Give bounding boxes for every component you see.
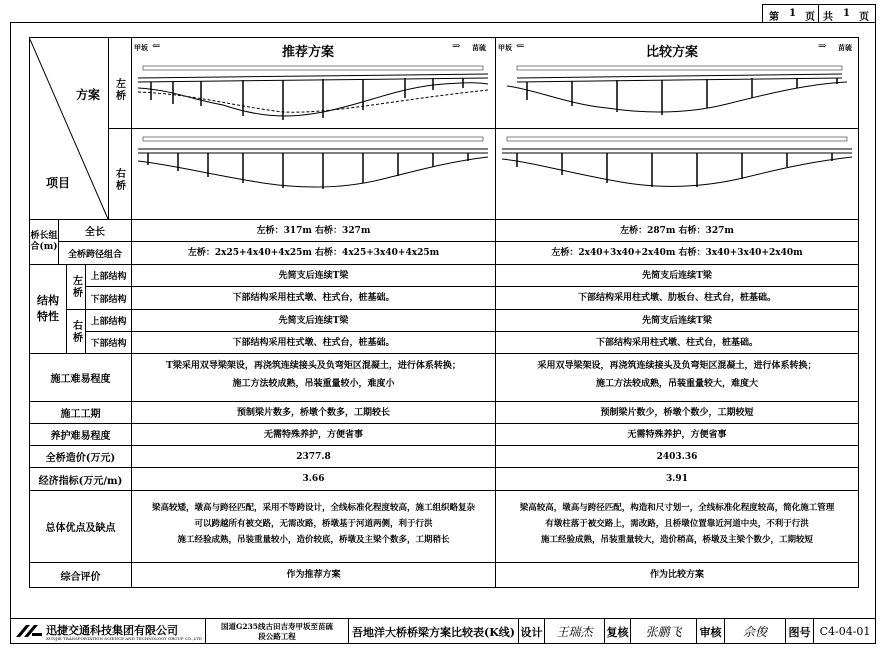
company-name: 迅捷交通科技集团有限公司 xyxy=(46,624,178,637)
rec-period: 预制梁片数多，桥墩个数多，工期较长 xyxy=(236,407,390,418)
rec-difficulty-1: T梁采用双导梁架设，再浇筑连续接头及负弯矩区混凝土，进行体系转换； xyxy=(166,361,461,371)
rec-left-bridge-elevation xyxy=(133,60,493,126)
rec-right-upper: 先简支后连续T梁 xyxy=(278,315,349,326)
row-index: 经济指标(万元/m) xyxy=(38,475,123,487)
row-left-upper: 上部结构 xyxy=(90,272,127,282)
page-number-box xyxy=(762,4,876,22)
row-group-struct: 结构特性 xyxy=(37,294,59,323)
rec-left-lower: 下部结构采用柱式墩、柱式台，桩基础。 xyxy=(232,293,395,303)
right-arrow-icon: ⇒ xyxy=(452,41,461,52)
row-group-length: 桥长组合(m) xyxy=(30,231,58,252)
corner-diagonal xyxy=(29,37,109,219)
drawing-number: C4-04-01 xyxy=(819,625,871,638)
rec-index: 3.66 xyxy=(302,474,325,484)
rec-right-bridge-elevation xyxy=(133,131,493,197)
rec-pros-3: 施工经验成熟，吊装重量较小，造价较底，桥墩及主梁个数多，工期稍长 xyxy=(177,535,450,545)
row-period: 施工工期 xyxy=(60,409,101,420)
cmp-pros-1: 梁高较高，墩高与跨径匹配，构造和尺寸划一，全线标准化程度较高，简化施工管理 xyxy=(519,503,835,513)
drawing-title: 吾地洋大桥桥梁方案比较表(K线) xyxy=(352,625,515,639)
cmp-right-bridge-elevation xyxy=(497,131,857,197)
page-current: 1 xyxy=(789,8,796,19)
row-total-length: 全长 xyxy=(85,227,105,238)
review-signature: 张鹏飞 xyxy=(645,625,682,639)
cmp-to-label: 苗硫 xyxy=(838,43,852,52)
cmp-right-upper: 先简支后连续T梁 xyxy=(642,315,712,326)
row-maintenance: 养护难易程度 xyxy=(50,431,111,442)
design-signature: 王瑞杰 xyxy=(556,625,593,639)
cmp-left-lower: 下部结构采用柱式墩、肋板台、柱式台，桩基础。 xyxy=(577,293,776,303)
page-label-di: 第 xyxy=(769,12,779,23)
left-arrow-icon: ⇐ xyxy=(152,41,161,52)
rec-cost: 2377.8 xyxy=(296,451,331,462)
company-block xyxy=(14,621,204,643)
rec-from-label: 甲坂 xyxy=(134,43,148,52)
company-name-en: XUNJIE TRANSPORTATION SCIENCE AND TECHNOLOGY GROUP CO.,LTD xyxy=(46,636,202,641)
row-left-bridge: 左桥 xyxy=(70,275,82,299)
rec-difficulty-2: 施工方法较成熟，吊装重量较小，难度小 xyxy=(232,379,395,389)
page-label-ye: 页 xyxy=(805,12,815,23)
cmp-difficulty-1: 采用双导梁架设，再浇筑连续接头及负弯矩区混凝土，进行体系转换； xyxy=(537,361,817,371)
rec-to-label: 苗硫 xyxy=(472,43,486,52)
cmp-right-lower: 下部结构采用柱式墩、柱式台，桩基础。 xyxy=(595,337,758,348)
approve-label: 审核 xyxy=(699,625,722,639)
cmp-total-length: 左桥：287m 右桥：327m xyxy=(620,225,734,236)
cmp-evaluation: 作为比较方案 xyxy=(649,570,704,580)
rec-pros-1: 梁高较矮，墩高与跨径匹配，采用不等跨设计，全线标准化程度较高，施工组织略复杂 xyxy=(151,503,475,513)
recommended-title-bar xyxy=(132,38,494,58)
row-pros-cons: 总体优点及缺点 xyxy=(45,523,116,534)
right-arrow-icon: ⇒ xyxy=(818,41,827,52)
project-name: 国道G235线古田吉寿甲坂至苗硫段公路工程 xyxy=(220,621,334,641)
rec-pros-2: 可以跨越所有被交路，无需改路，桥墩基于河道两侧，利于行洪 xyxy=(194,519,433,529)
row-evaluation: 综合评价 xyxy=(60,571,101,583)
recommended-title: 推荐方案 xyxy=(282,45,335,60)
comparison-title-bar xyxy=(496,38,858,58)
cmp-from-label: 甲坂 xyxy=(498,43,512,52)
review-label: 复核 xyxy=(606,625,629,639)
company-logo-icon xyxy=(16,623,42,637)
left-bridge-label: 左桥 xyxy=(113,78,125,102)
row-right-bridge: 右桥 xyxy=(70,319,82,344)
cmp-period: 预制梁片数少，桥墩个数少，工期较短 xyxy=(600,407,754,418)
row-right-upper: 上部结构 xyxy=(90,317,127,327)
cmp-span-combo: 左桥：2x40+3x40+2x40m 右桥：3x40+3x40+2x40m xyxy=(551,248,803,258)
cmp-cost: 2403.36 xyxy=(656,451,698,462)
row-span-combo: 全桥跨径组合 xyxy=(67,249,122,260)
rec-right-lower: 下部结构采用柱式墩、柱式台，桩基础。 xyxy=(232,337,395,348)
cmp-difficulty-2: 施工方法较成熟，吊装重量较大，难度大 xyxy=(595,379,758,389)
scheme-col-label: 方案 xyxy=(76,88,101,102)
cmp-left-upper: 先简支后连续T梁 xyxy=(642,270,712,281)
cmp-maintenance: 无需特殊养护，方便省事 xyxy=(627,429,727,440)
row-right-lower: 下部结构 xyxy=(90,339,127,349)
rec-total-length: 左桥：317m 右桥：327m xyxy=(256,225,371,236)
rec-left-upper: 先简支后连续T梁 xyxy=(278,270,349,281)
approve-signature: 佘俊 xyxy=(742,625,767,639)
rec-evaluation: 作为推荐方案 xyxy=(286,570,341,580)
design-label: 设计 xyxy=(520,625,543,639)
page-label-ye2: 页 xyxy=(859,12,869,23)
row-difficulty: 施工难易程度 xyxy=(50,374,111,385)
page-total: 1 xyxy=(843,8,850,19)
right-bridge-label: 右桥 xyxy=(113,168,125,192)
row-left-lower: 下部结构 xyxy=(90,294,127,305)
rec-span-combo: 左桥：2x25+4x40+4x25m 右桥：4x25+3x40+4x25m xyxy=(187,248,440,258)
item-col-label: 项目 xyxy=(46,176,71,190)
drawing-no-label: 图号 xyxy=(788,625,811,639)
cmp-pros-3: 施工经验成熟，吊装重量较大，造价稍高，桥墩及主梁个数少，工期较短 xyxy=(540,535,813,545)
page-label-gong: 共 xyxy=(823,12,833,23)
cmp-left-bridge-elevation xyxy=(497,60,857,126)
cmp-pros-2: 有墩柱落于被交路上，需改路，且桥墩位置靠近河道中央，不利于行洪 xyxy=(545,519,809,529)
left-arrow-icon: ⇐ xyxy=(516,41,525,52)
row-cost: 全桥造价(万元) xyxy=(45,453,116,464)
cmp-index: 3.91 xyxy=(666,474,688,484)
rec-maintenance: 无需特殊养护，方便省事 xyxy=(263,429,363,440)
comparison-title: 比较方案 xyxy=(646,45,699,60)
